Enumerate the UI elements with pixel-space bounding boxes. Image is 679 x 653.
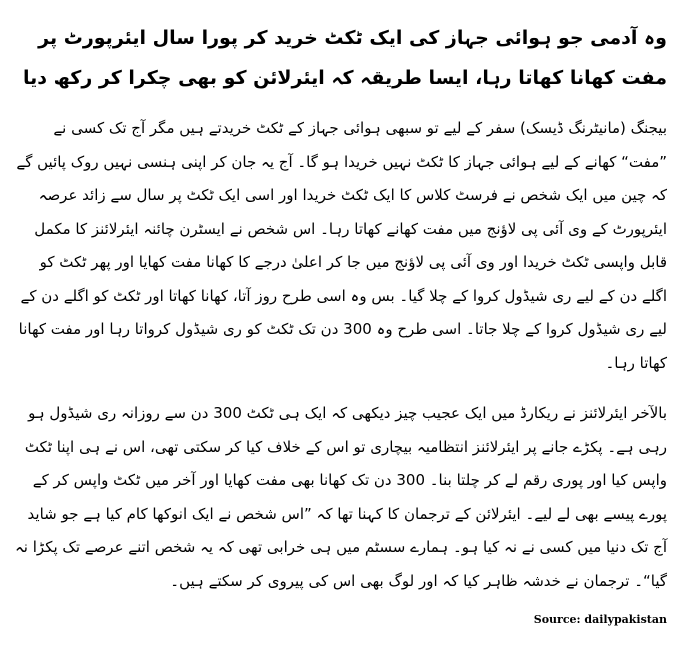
article-paragraph-1: بیجنگ (مانیٹرنگ ڈیسک) سفر کے لیے تو سبھی ہوائی جہاز کے ٹکٹ خریدتے ہیں مگر آج تک کسی نے ”مفت“ کھانے کے لیے ہوائی جہاز کا ٹکٹ نہیں خریدا ہو گا۔ آج یہ جان کر اپنی ہنسی نہیں روک پائیں گے کہ چین میں ایک شخص نے فرسٹ کلاس کا ایک ٹکٹ خریدا اور اسی ایک ٹکٹ پر سال سے زائد عرصہ ایئرپورٹ کے وی آئی پی لاؤنج میں مفت کھانے کھاتا رہا۔ اس شخص نے ایسٹرن چائنہ ایئرلائنز کا مکمل قابل واپسی ٹکٹ خریدا اور وی آئی پی لاؤنج میں جا کر اعلیٰ درجے کا کھانا مفت کھایا اور پھر ٹکٹ کو اگلے دن کے لیے ری شیڈول کروا کے چلا گیا۔ بس وہ اسی طرح روز آتا، کھانا کھاتا اور ٹکٹ کو اگلے دن کے لیے ری شیڈول کروا کے چلا جاتا۔ اسی طرح وہ 300 دن تک ٹکٹ کو ری شیڈول کرواتا رہا اور مفت کھانا کھاتا رہا۔ <box>16 119 667 372</box>
source-credit: Source: dailypakistan <box>533 613 667 626</box>
article-paragraph-2: بالآخر ایئرلائنز نے ریکارڈ میں ایک عجیب چیز دیکھی کہ ایک ہی ٹکٹ 300 دن سے روزانہ ری شیڈول ہو رہی ہے۔ پکڑے جانے پر ایئرلائنز انتظامیہ بیچاری تو اس کے خلاف کیا کر سکتی تھی، اس نے ہی اپنا ٹکٹ واپس کیا اور پوری رقم لے کر چلتا بنا۔ 300 دن تک کھانا بھی مفت کھایا اور آخر میں ٹکٹ واپس کر کے پورے پیسے بھی لے لیے۔ ایئرلائن کے ترجمان کا کہنا تھا کہ ”اس شخص نے ایک انوکھا کام کیا ہے جو شاید آج تک دنیا میں کسی نے نہ کیا ہو۔ ہمارے سسٹم میں ہی خرابی تھی کہ یہ شخص اتنے عرصے تک پکڑا نہ گیا“۔ ترجمان نے خدشہ ظاہر کیا کہ اور لوگ بھی اس کی پیروی کر سکتے ہیں۔ <box>15 404 667 590</box>
news-article <box>12 0 667 653</box>
article-headline: وہ آدمی جو ہوائی جہاز کی ایک ٹکٹ خرید کر پورا سال ایئرپورٹ پر مفت کھانا کھاتا رہا، ایسا طریقہ کہ ایئرلائن کو بھی چکرا کر رکھ دیا <box>22 27 667 89</box>
